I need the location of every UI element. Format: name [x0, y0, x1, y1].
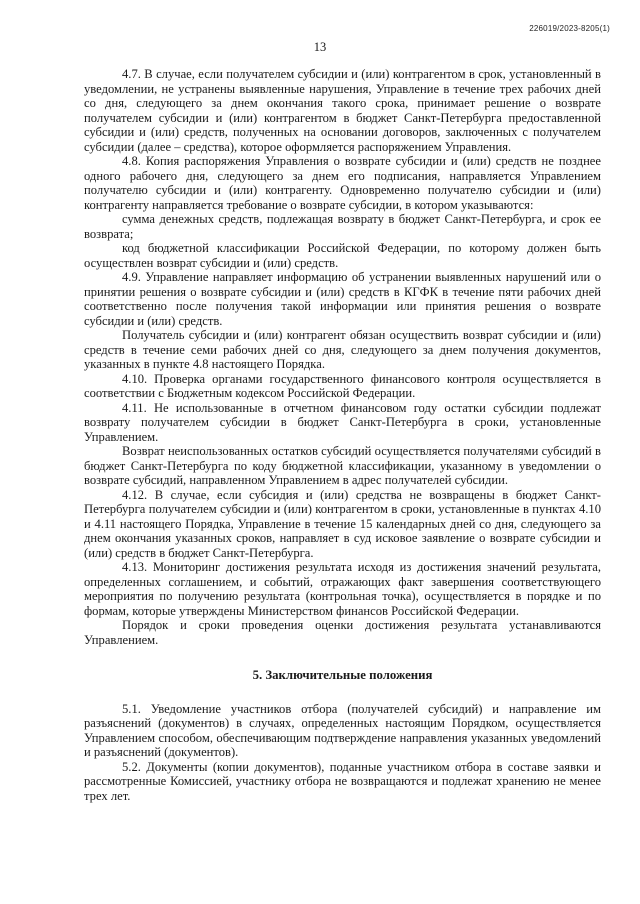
- paragraph-4-8: 4.8. Копия распоряжения Управления о возврате субсидии и (или) средств не позднее одного рабочего дня, следующего за днем его подписания, направляется Управлением получателю субсидии и (или) контрагенту. Одновременно получателю субсидии и (или) контрагенту направляется требование о возврате субсидии, в котором указываются:: [84, 154, 601, 212]
- section-heading: 5. Заключительные положения: [252, 668, 433, 682]
- paragraph-4-8-code: код бюджетной классификации Российской Федерации, по которому должен быть осуществлен возврат субсидии и (или) средств.: [84, 241, 601, 270]
- paragraph-4-8-amount: сумма денежных средств, подлежащая возврату в бюджет Санкт-Петербурга, и срок ее возврата;: [84, 212, 601, 241]
- paragraph-4-11-return: Возврат неиспользованных остатков субсидий осуществляется получателями субсидий в бюджет Санкт-Петербурга по коду бюджетной классификации, указанному в уведомлении о возврате субсидий, направленном Управлением в адрес получателей субсидии.: [84, 444, 601, 487]
- paragraph-4-13-assessment: Порядок и сроки проведения оценки достижения результата устанавливаются Управлением.: [84, 618, 601, 647]
- paragraph-4-7: 4.7. В случае, если получателем субсидии и (или) контрагентом в срок, установленный в уведомлении, не устранены выявленные нарушения, Управление в течение трех рабочих дней со дня, следующего за днем окончания такого срока, принимает решение о возврате получателем субсидии и (или) контрагентом в бюджет Санкт-Петербурга предоставленной субсидии и (или) средств, полученных на основании договоров, заключенных с получателем субсидии (далее – средства), которое оформляется распоряжением Управления.: [84, 67, 601, 154]
- paragraph-4-12: 4.12. В случае, если субсидия и (или) средства не возвращены в бюджет Санкт-Петербурга получателем субсидии и (или) контрагентом в сроки, установленные в пунктах 4.10 и 4.11 настоящего Порядка, Управление в течение 15 календарных дней со дня, следующего за днем окончания указанных сроков, направляет в суд исковое заявление о возврате субсидии и (или) средств в бюджет Санкт-Петербурга.: [84, 487, 601, 560]
- paragraph-4-11: 4.11. Не использованные в отчетном финансовом году остатки субсидии подлежат возврату получателем субсидии в бюджет Санкт-Петербурга в сроки, установленные Управлением.: [84, 400, 601, 444]
- paragraph-4-10: 4.10. Проверка органами государственного финансового контроля осуществляется в соответствии с Бюджетным кодексом Российской Федерации.: [84, 371, 601, 400]
- paragraph-5-2: 5.2. Документы (копии документов), поданные участником отбора в составе заявки и рассмотренные Комиссией, участнику отбора не возвращаются и подлежат хранению не менее трех лет.: [84, 759, 601, 803]
- paragraph-4-9: 4.9. Управление направляет информацию об устранении выявленных нарушений или о принятии решения о возврате субсидии и (или) средств в КГФК в течение пяти рабочих дней соответственно после получения такой информации или принятия решения о возврате субсидии и (или) средств.: [84, 270, 601, 328]
- paragraph-5-1: 5.1. Уведомление участников отбора (получателей субсидий) и направление им разъяснений (документов) в случаях, определенных настоящим Порядком, осуществляется Управлением способом, обеспечивающим подтверждение направления указанных уведомлений и разъяснений (документов).: [84, 701, 601, 759]
- paragraph-4-9-obligation: Получатель субсидии и (или) контрагент обязан осуществить возврат субсидии и (или) средств в течение семи рабочих дней со дня, следующего за днем получения документов, указанных в пункте 4.8 настоящего Порядка.: [84, 328, 601, 371]
- document-id: 226019/2023-8205(1): [529, 24, 610, 33]
- document-body: [84, 67, 601, 803]
- paragraph-4-13: 4.13. Мониторинг достижения результата исходя из достижения значений результата, определенных соглашением, и событий, отражающих факт завершения соответствующего мероприятия по получению результата (контрольная точка), осуществляется в порядке и по формам, которые утверждены Министерством финансов Российской Федерации.: [84, 560, 601, 618]
- page-number: 13: [313, 40, 327, 54]
